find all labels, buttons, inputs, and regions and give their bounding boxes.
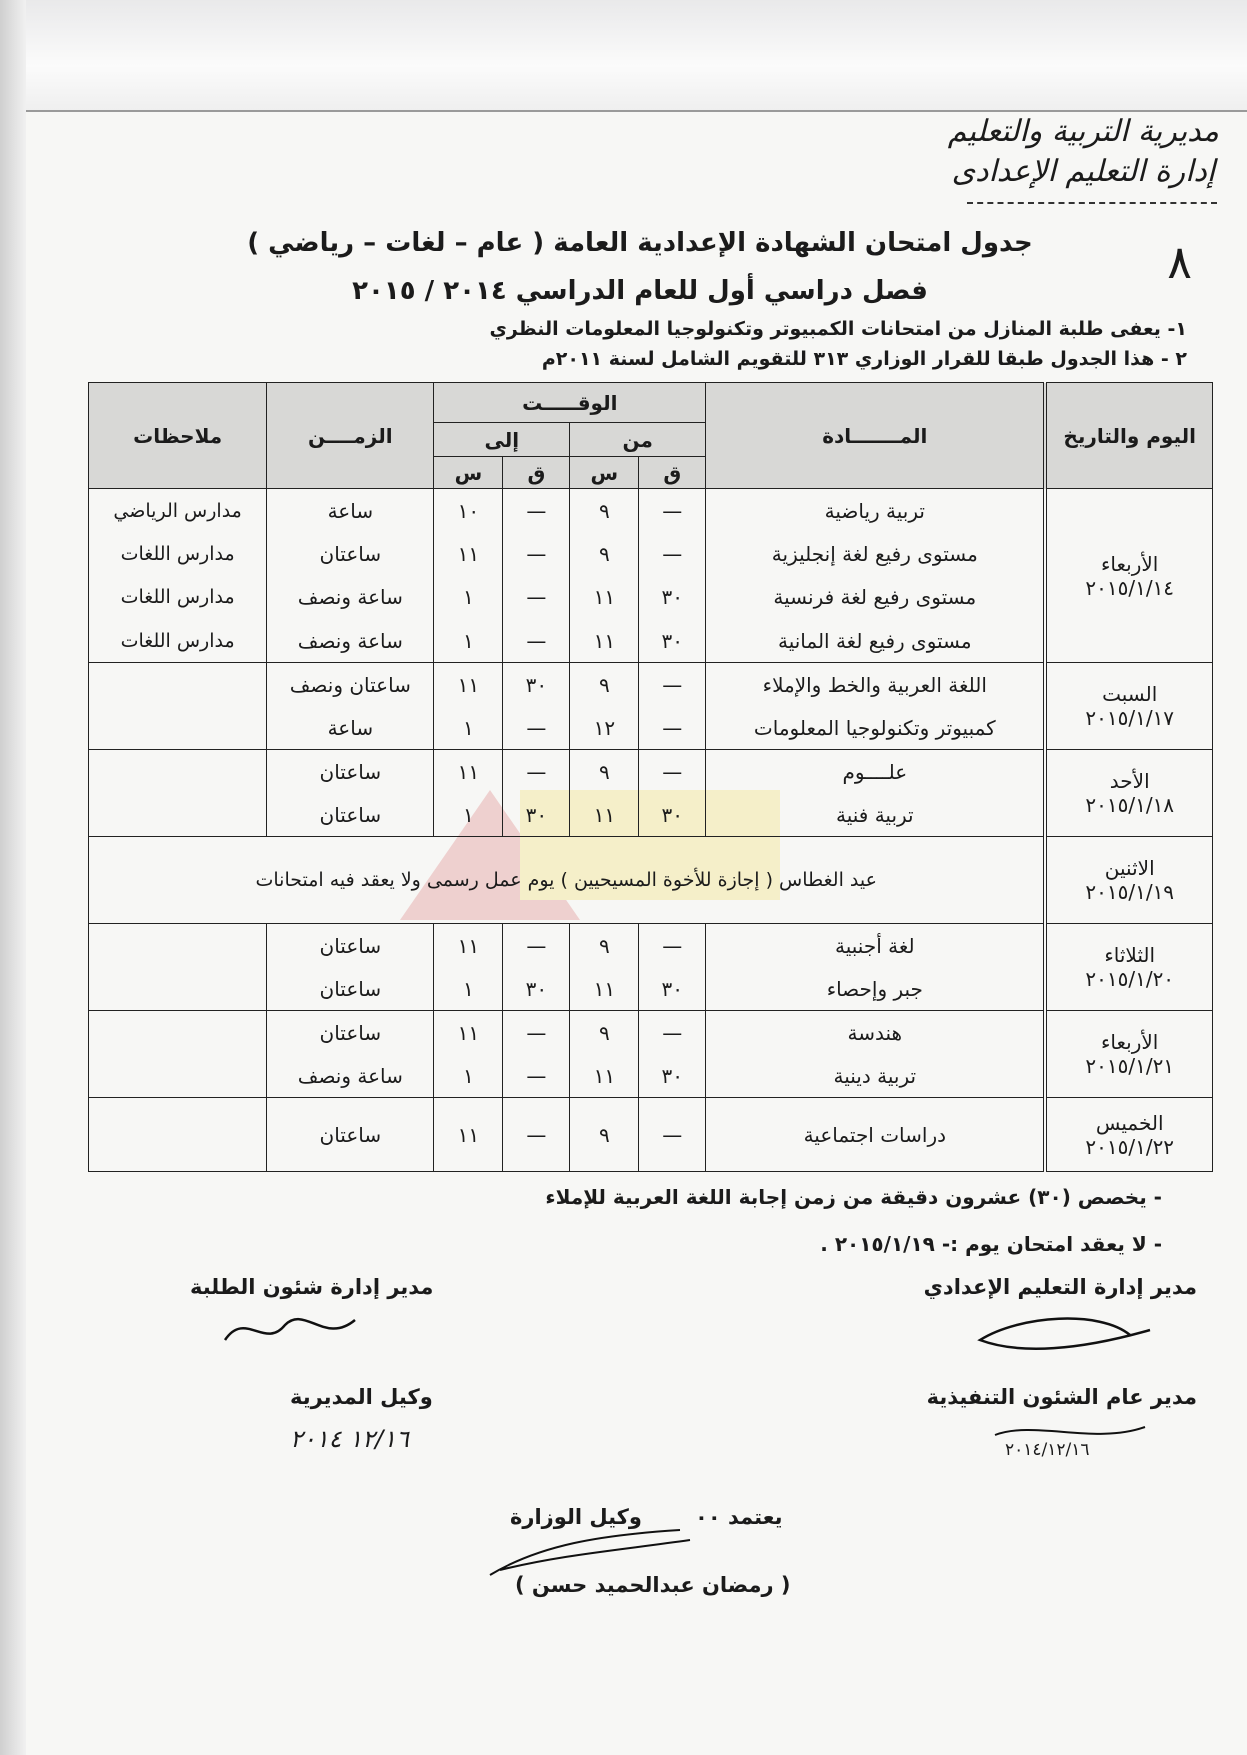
day-date: ٢٠١٥/١/٢٠ xyxy=(1085,967,1175,991)
to-hour-cell: ١١ xyxy=(434,1098,503,1172)
from-hour-cell: ١١ xyxy=(570,967,639,1011)
to-minute-cell: — xyxy=(503,1011,570,1055)
sig-exec-affairs: مدير عام الشئون التنفيذية xyxy=(926,1385,1197,1409)
remarks-cell xyxy=(89,1098,267,1172)
office-line-2: إدارة التعليم الإعدادى xyxy=(951,154,1216,189)
duration-cell: ساعتان xyxy=(267,532,434,576)
footnote-1: - يخصص (٣٠) عشرون دقيقة من زمن إجابة اللغة العربية للإملاء xyxy=(545,1185,1162,1209)
header-day: اليوم والتاريخ xyxy=(1045,383,1212,489)
duration-cell: ساعتان xyxy=(267,1098,434,1172)
remarks-cell xyxy=(89,793,267,837)
note-2: ٢ - هذا الجدول طبقا للقرار الوزاري ٣١٣ للتقويم الشامل لسنة ٢٠١١م xyxy=(541,348,1187,370)
signature-mark-1 xyxy=(960,1300,1160,1370)
day-name: الأحد xyxy=(1109,769,1150,793)
duration-cell: ساعة ونصف xyxy=(267,619,434,663)
footnote-2: - لا يعقد امتحان يوم :- ٢٠١٥/١/١٩ . xyxy=(820,1232,1162,1256)
duration-cell: ساعتان xyxy=(267,1011,434,1055)
header-to-minute: ق xyxy=(503,457,570,489)
day-name: السبت xyxy=(1102,682,1158,706)
from-minute-cell: ٣٠ xyxy=(639,619,706,663)
sig-student-affairs: مدير إدارة شئون الطلبة xyxy=(190,1275,434,1299)
to-minute-cell: — xyxy=(503,706,570,750)
remarks-cell xyxy=(89,750,267,794)
schedule-body xyxy=(89,489,1213,1172)
sig-deputy-directorate: وكيل المديرية xyxy=(290,1385,433,1409)
schedule-row xyxy=(89,750,1213,794)
duration-cell: ساعة xyxy=(267,706,434,750)
day-cell xyxy=(1045,489,1212,663)
to-minute-cell: ٣٠ xyxy=(503,663,570,707)
day-cell xyxy=(1045,663,1212,750)
from-hour-cell: ٩ xyxy=(570,924,639,968)
to-hour-cell: ١١ xyxy=(434,1011,503,1055)
day-cell xyxy=(1045,750,1212,837)
subject-cell: تربية فنية xyxy=(706,793,1046,837)
from-minute-cell: — xyxy=(639,706,706,750)
duration-cell: ساعتان xyxy=(267,750,434,794)
schedule-row xyxy=(89,793,1213,837)
from-hour-cell: ١٢ xyxy=(570,706,639,750)
sig-prep-director: مدير إدارة التعليم الإعدادي xyxy=(923,1275,1197,1299)
from-hour-cell: ٩ xyxy=(570,1011,639,1055)
from-hour-cell: ٩ xyxy=(570,532,639,576)
remarks-cell xyxy=(89,663,267,707)
header-time: الوقـــــت xyxy=(434,383,706,423)
header-from-minute: ق xyxy=(639,457,706,489)
from-minute-cell: — xyxy=(639,750,706,794)
to-hour-cell: ١١ xyxy=(434,750,503,794)
remarks-cell: مدارس اللغات xyxy=(89,532,267,576)
to-minute-cell: — xyxy=(503,1098,570,1172)
duration-cell: ساعتان ونصف xyxy=(267,663,434,707)
to-hour-cell: ١ xyxy=(434,1054,503,1098)
to-minute-cell: ٣٠ xyxy=(503,967,570,1011)
schedule-row xyxy=(89,837,1213,924)
document-title: جدول امتحان الشهادة الإعدادية العامة ( عام – لغات – رياضي ) xyxy=(247,228,1033,258)
to-hour-cell: ١ xyxy=(434,576,503,620)
schedule-row xyxy=(89,706,1213,750)
page-number: ٨ xyxy=(1167,235,1192,289)
from-minute-cell: ٣٠ xyxy=(639,576,706,620)
from-minute-cell: — xyxy=(639,924,706,968)
day-name: الأربعاء xyxy=(1101,1030,1159,1054)
day-name: الأربعاء xyxy=(1101,551,1159,576)
subject-cell: مستوى رفيع لغة المانية xyxy=(706,619,1046,663)
to-minute-cell: — xyxy=(503,532,570,576)
schedule-row xyxy=(89,1011,1213,1055)
day-cell xyxy=(1045,837,1212,924)
schedule-row xyxy=(89,576,1213,620)
day-date: ٢٠١٥/١/١٤ xyxy=(1085,575,1175,600)
signature-mark-2 xyxy=(215,1300,375,1370)
from-minute-cell: ٣٠ xyxy=(639,793,706,837)
header-subject: المـــــــادة xyxy=(706,383,1046,489)
remarks-cell: مدارس الرياضي xyxy=(89,489,267,533)
day-cell xyxy=(1045,1098,1212,1172)
to-minute-cell: — xyxy=(503,750,570,794)
schedule-row xyxy=(89,532,1213,576)
remarks-cell: مدارس اللغات xyxy=(89,619,267,663)
from-hour-cell: ٩ xyxy=(570,750,639,794)
day-date: ٢٠١٥/١/١٧ xyxy=(1085,706,1175,730)
subject-cell: هندسة xyxy=(706,1011,1046,1055)
schedule-row xyxy=(89,924,1213,968)
paper-edge xyxy=(0,0,26,1755)
deputy-handwritten-date: ١٢/١٦ ٢٠١٤ xyxy=(290,1425,409,1453)
minister-name: ( رمضان عبدالحميد حسن ) xyxy=(515,1573,791,1597)
to-hour-cell: ١١ xyxy=(434,663,503,707)
schedule-row xyxy=(89,619,1213,663)
subject-cell: مستوى رفيع لغة فرنسية xyxy=(706,576,1046,620)
to-hour-cell: ١ xyxy=(434,619,503,663)
header-from-hour: س xyxy=(570,457,639,489)
duration-cell: ساعة ونصف xyxy=(267,1054,434,1098)
to-hour-cell: ١٠ xyxy=(434,489,503,533)
schedule-row xyxy=(89,1054,1213,1098)
document-subtitle: فصل دراسي أول للعام الدراسي ٢٠١٤ / ٢٠١٥ xyxy=(352,276,928,306)
to-minute-cell: — xyxy=(503,489,570,533)
remarks-cell xyxy=(89,967,267,1011)
from-hour-cell: ٩ xyxy=(570,489,639,533)
note-1: ١- يعفى طلبة المنازل من امتحانات الكمبيوتر وتكنولوجيا المعلومات النظري xyxy=(489,318,1187,340)
to-hour-cell: ١ xyxy=(434,706,503,750)
to-minute-cell: — xyxy=(503,576,570,620)
from-minute-cell: ٣٠ xyxy=(639,967,706,1011)
from-hour-cell: ١١ xyxy=(570,1054,639,1098)
from-minute-cell: — xyxy=(639,1011,706,1055)
schedule-row xyxy=(89,663,1213,707)
header-remarks: ملاحظات xyxy=(89,383,267,489)
remarks-cell xyxy=(89,924,267,968)
heading-divider xyxy=(967,202,1217,204)
from-hour-cell: ٩ xyxy=(570,663,639,707)
day-name: الاثنين xyxy=(1104,856,1155,880)
remarks-cell: مدارس اللغات xyxy=(89,576,267,620)
day-date: ٢٠١٥/١/٢٢ xyxy=(1085,1134,1175,1159)
sig-ministry-deputy: وكيل الوزارة xyxy=(510,1505,642,1529)
from-hour-cell: ١١ xyxy=(570,619,639,663)
to-hour-cell: ١ xyxy=(434,967,503,1011)
subject-cell: اللغة العربية والخط والإملاء xyxy=(706,663,1046,707)
subject-cell: تربية دينية xyxy=(706,1054,1046,1098)
day-date: ٢٠١٥/١/٢١ xyxy=(1085,1054,1175,1078)
duration-cell: ساعة ونصف xyxy=(267,576,434,620)
subject-cell: علــــوم xyxy=(706,750,1046,794)
duration-cell: ساعتان xyxy=(267,793,434,837)
exec-signature-date: ٢٠١٤/١٢/١٦ xyxy=(1005,1440,1090,1460)
header-to-hour: س xyxy=(434,457,503,489)
duration-cell: ساعة xyxy=(267,489,434,533)
day-name: الخميس xyxy=(1095,1110,1164,1135)
schedule-row xyxy=(89,1098,1213,1172)
header-to: إلى xyxy=(434,423,570,457)
to-minute-cell: — xyxy=(503,1054,570,1098)
day-cell xyxy=(1045,924,1212,1011)
schedule-row xyxy=(89,489,1213,533)
from-minute-cell: ٣٠ xyxy=(639,1054,706,1098)
from-minute-cell: — xyxy=(639,489,706,533)
from-hour-cell: ٩ xyxy=(570,1098,639,1172)
office-heading xyxy=(948,112,1219,192)
approve-label: يعتمد ٠٠ xyxy=(695,1505,783,1529)
subject-cell: تربية رياضية xyxy=(706,489,1046,533)
to-hour-cell: ١١ xyxy=(434,924,503,968)
from-hour-cell: ١١ xyxy=(570,793,639,837)
to-minute-cell: ٣٠ xyxy=(503,793,570,837)
to-hour-cell: ١ xyxy=(434,793,503,837)
day-cell xyxy=(1045,1011,1212,1098)
subject-cell: دراسات اجتماعية xyxy=(706,1098,1046,1172)
exam-schedule-table xyxy=(88,382,1213,1172)
day-name: الثلاثاء xyxy=(1104,943,1156,967)
duration-cell: ساعتان xyxy=(267,924,434,968)
remarks-cell xyxy=(89,706,267,750)
schedule-row xyxy=(89,967,1213,1011)
holiday-note: عيد الغطاس ( إجازة للأخوة المسيحيين ) يوم عمل رسمى ولا يعقد فيه امتحانات xyxy=(89,837,1046,924)
from-hour-cell: ١١ xyxy=(570,576,639,620)
day-date: ٢٠١٥/١/١٨ xyxy=(1085,793,1175,817)
to-minute-cell: — xyxy=(503,924,570,968)
to-hour-cell: ١١ xyxy=(434,532,503,576)
from-minute-cell: — xyxy=(639,663,706,707)
paper-fold xyxy=(0,0,1247,112)
duration-cell: ساعتان xyxy=(267,967,434,1011)
from-minute-cell: — xyxy=(639,532,706,576)
subject-cell: كمبيوتر وتكنولوجيا المعلومات xyxy=(706,706,1046,750)
header-from: من xyxy=(570,423,706,457)
subject-cell: جبر وإحصاء xyxy=(706,967,1046,1011)
header-duration: الزمــــن xyxy=(267,383,434,489)
subject-cell: لغة أجنبية xyxy=(706,924,1046,968)
subject-cell: مستوى رفيع لغة إنجليزية xyxy=(706,532,1046,576)
day-date: ٢٠١٥/١/١٩ xyxy=(1085,880,1175,904)
remarks-cell xyxy=(89,1011,267,1055)
from-minute-cell: — xyxy=(639,1098,706,1172)
office-line-1: مديرية التربية والتعليم xyxy=(947,114,1219,149)
to-minute-cell: — xyxy=(503,619,570,663)
remarks-cell xyxy=(89,1054,267,1098)
